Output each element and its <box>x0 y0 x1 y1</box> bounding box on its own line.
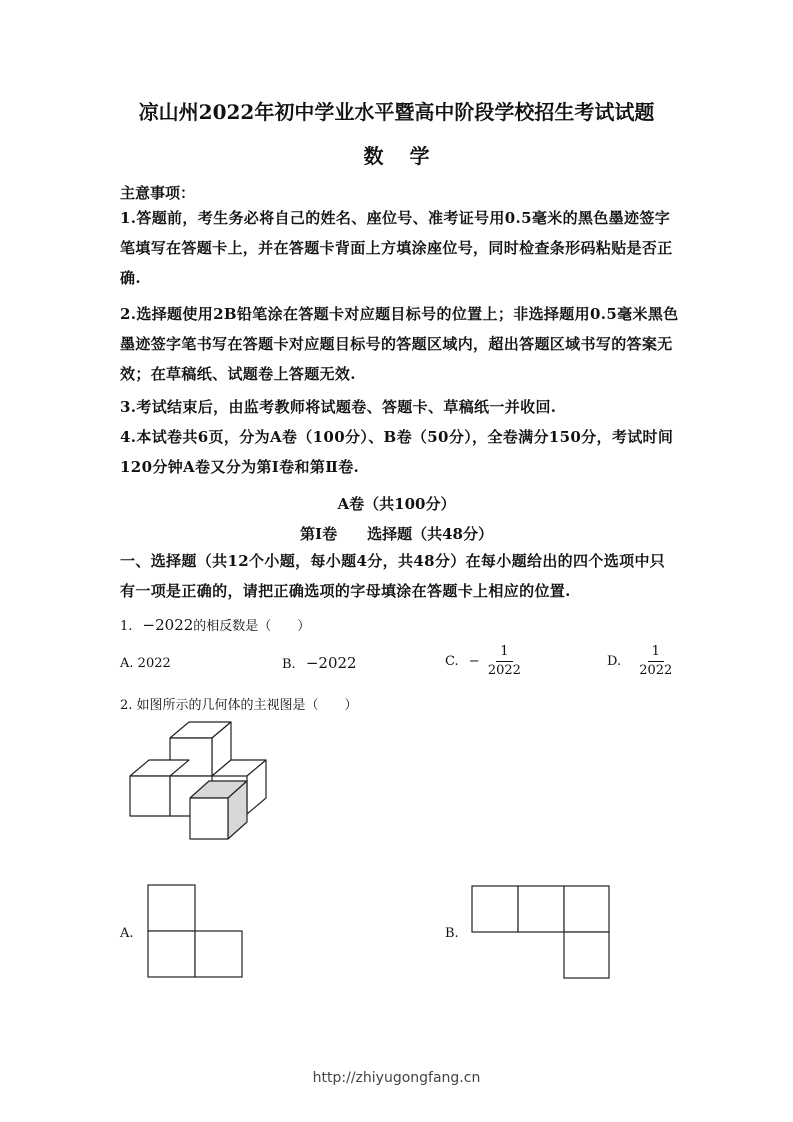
fraction-numerator: 1 <box>648 644 664 662</box>
grid-square <box>518 886 564 932</box>
grid-square <box>564 886 609 932</box>
option-label: B. <box>282 657 296 672</box>
notes-heading: 主意事项： <box>120 184 196 202</box>
fraction-denominator: 2022 <box>487 663 521 678</box>
option-label: A. <box>120 656 134 671</box>
note-item-3: 3.考试结束后，由监考教师将试题卷、答题卡、草稿纸一并收回. <box>120 398 557 416</box>
question-2-stem: 如图所示的几何体的主视图是（ ） <box>136 698 358 713</box>
page-title: 凉山州2022年初中学业水平暨高中阶段学校招生考试试题 <box>138 100 655 124</box>
part-1-heading: 第I卷 选择题（共48分） <box>300 525 493 543</box>
question-number: 2. <box>120 698 133 713</box>
subject-heading: 数学 <box>363 144 456 168</box>
footer-url[interactable]: http://zhiyugongfang.cn <box>312 1070 481 1086</box>
section-a-heading: A卷（共100分） <box>337 495 456 513</box>
grid-square <box>564 932 609 978</box>
option-sign: − <box>468 654 480 669</box>
option-text: −2022 <box>305 654 357 672</box>
section-instruction: 一、选择题（共12个小题，每小题4分，共48分）在每小题给出的四个选项中只有一项是正确的，请把正确选项的字母填涂在答题卡上相应的位置. <box>120 552 666 600</box>
fraction-numerator: 1 <box>496 644 512 662</box>
note-item-2: 2.选择题使用2B铅笔涂在答题卡对应题目标号的位置上；非选择题用0.5毫米黑色墨迹签字笔书写在答题卡对应题目标号的答题区域内，超出答题区域书写的答案无效；在草稿纸、试题卷上答题无效. <box>120 305 679 383</box>
option-label: D. <box>607 654 622 669</box>
note-item-4: 4.本试卷共6页，分为A卷（100分）、B卷（50分），全卷满分150分，考试时间120分钟A卷又分为第I卷和第Ⅱ卷. <box>120 428 674 476</box>
option-text: 2022 <box>137 656 171 671</box>
q2-option-a-label: A. <box>120 926 134 941</box>
question-1-stem: 的相反数是（ ） <box>193 619 311 634</box>
option-label: C. <box>445 654 459 669</box>
q2-option-b-label: B. <box>445 926 459 941</box>
fraction-denominator: 2022 <box>639 663 673 678</box>
question-number: 1. <box>120 619 133 634</box>
grid-square <box>472 886 518 932</box>
note-item-1: 1.答题前，考生务必将自己的姓名、座位号、准考证号用0.5毫米的黑色墨迹签字笔填写在答题卡上，并在答题卡背面上方填涂座位号，同时检查条形码粘贴是否正确. <box>120 209 673 287</box>
question-1-value: −2022 <box>142 616 194 634</box>
